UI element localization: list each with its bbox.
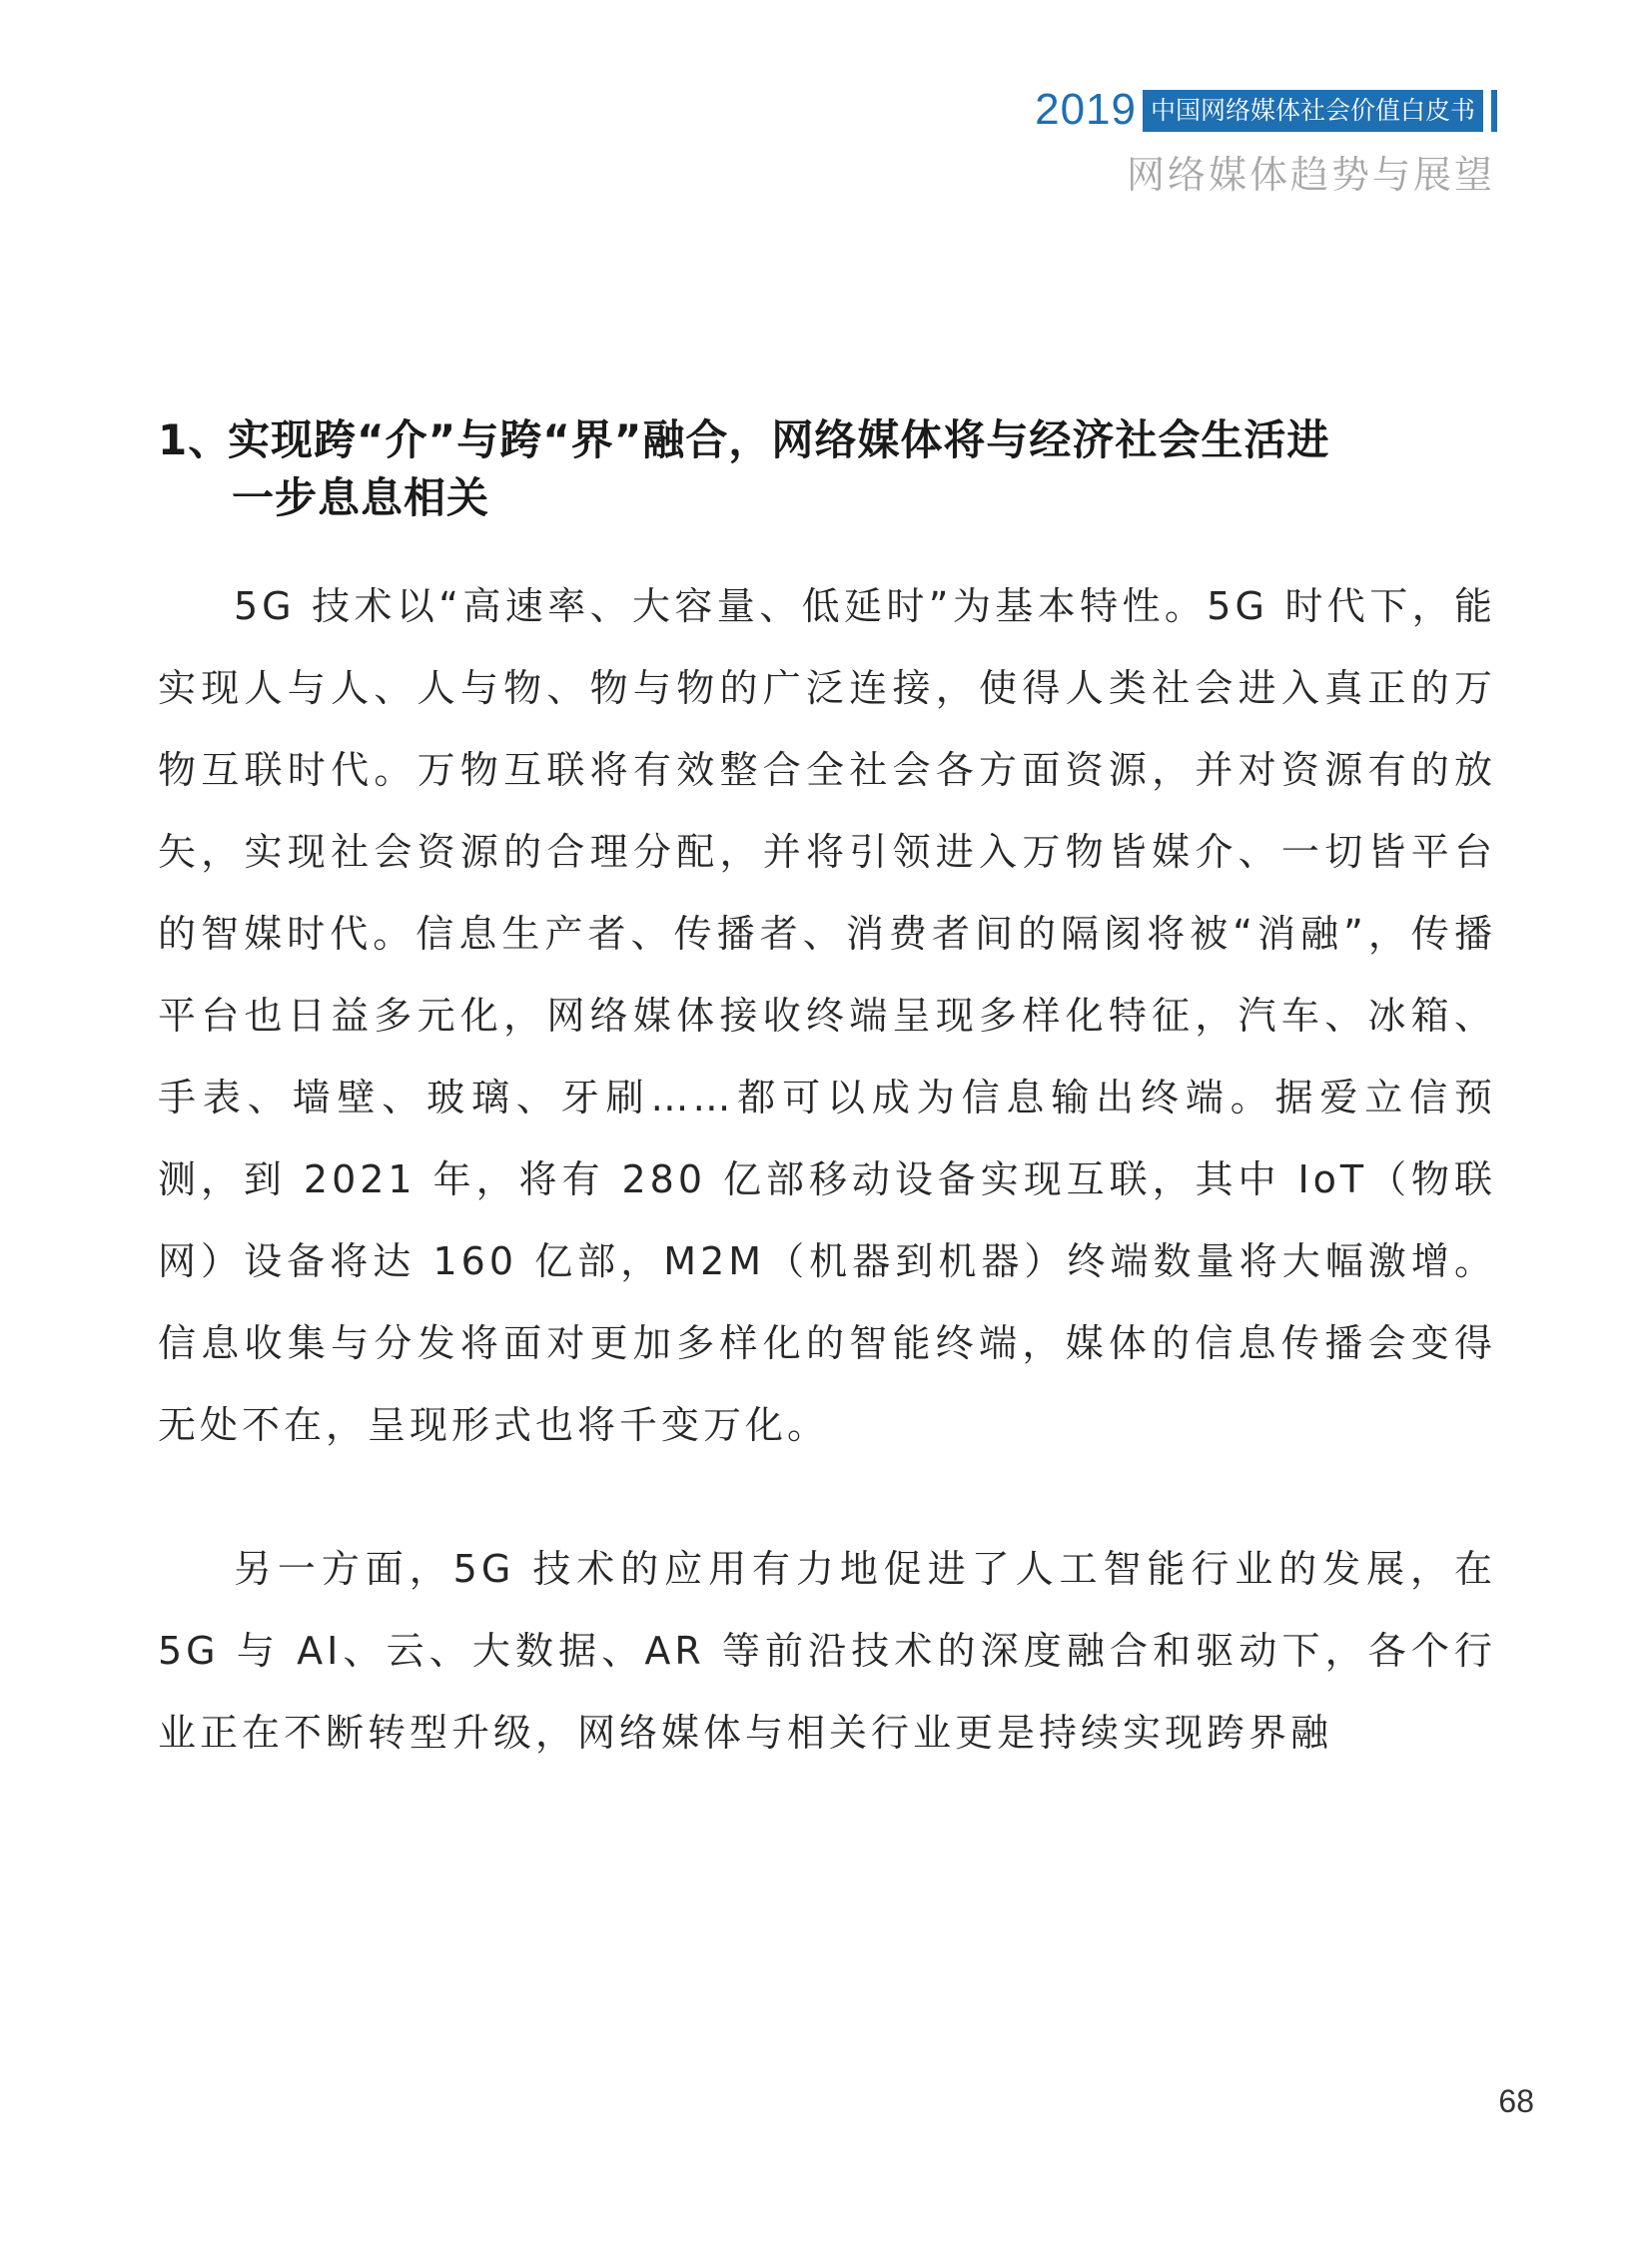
body-paragraph-2: 另一方面，5G 技术的应用有力地促进了人工智能行业的发展，在 5G 与 AI、云、大数据、AR 等前沿技术的深度融合和驱动下，各个行业正在不断转型升级，网络媒体与相关行业更是持续实现跨界融 (158, 1547, 1496, 1755)
body-paragraph-1: 5G 技术以“高速率、大容量、低延时”为基本特性。5G 时代下，能实现人与人、人与物、物与物的广泛连接，使得人类社会进入真正的万物互联时代。万物互联将有效整合全社会各方面资源，并对资源有的放矢，实现社会资源的合理分配，并将引领进入万物皆媒介、一切皆平台的智媒时代。信息生产者、传播者、消费者间的隔阂将被“消融”，传播平台也日益多元化，网络媒体接收终端呈现多样化特征，汽车、冰箱、手表、墙壁、玻璃、牙刷……都可以成为信息输出终端。据爱立信预测，到 2021 年，将有 280 亿部移动设备实现互联，其中 IoT（物联网）设备将达 160 亿部，M2M（机器到机器）终端数量将大幅激增。信息收集与分发将面对更加多样化的智能终端，媒体的信息传播会变得无处不在，呈现形式也将千变万化。 (158, 584, 1496, 1447)
header-title-row (1035, 82, 1497, 138)
page-number: 68 (1498, 2083, 1534, 2119)
header-accent-bar (1491, 90, 1497, 132)
section-heading (158, 411, 1496, 527)
section-title-line1: 实现跨“介”与跨“界”融合，网络媒体将与经济社会生活进 (228, 415, 1330, 464)
body-paragraph-2-container (158, 1528, 1496, 1774)
section-number: 1、 (158, 415, 232, 464)
header-report-title: 中国网络媒体社会价值白皮书 (1143, 90, 1483, 132)
page-header (1035, 82, 1497, 200)
header-chapter-subtitle: 网络媒体趋势与展望 (1126, 153, 1495, 197)
section-title-line2: 一步息息相关 (232, 473, 490, 522)
body-paragraph-1-container (158, 565, 1496, 1466)
header-year: 2019 (1035, 85, 1137, 134)
